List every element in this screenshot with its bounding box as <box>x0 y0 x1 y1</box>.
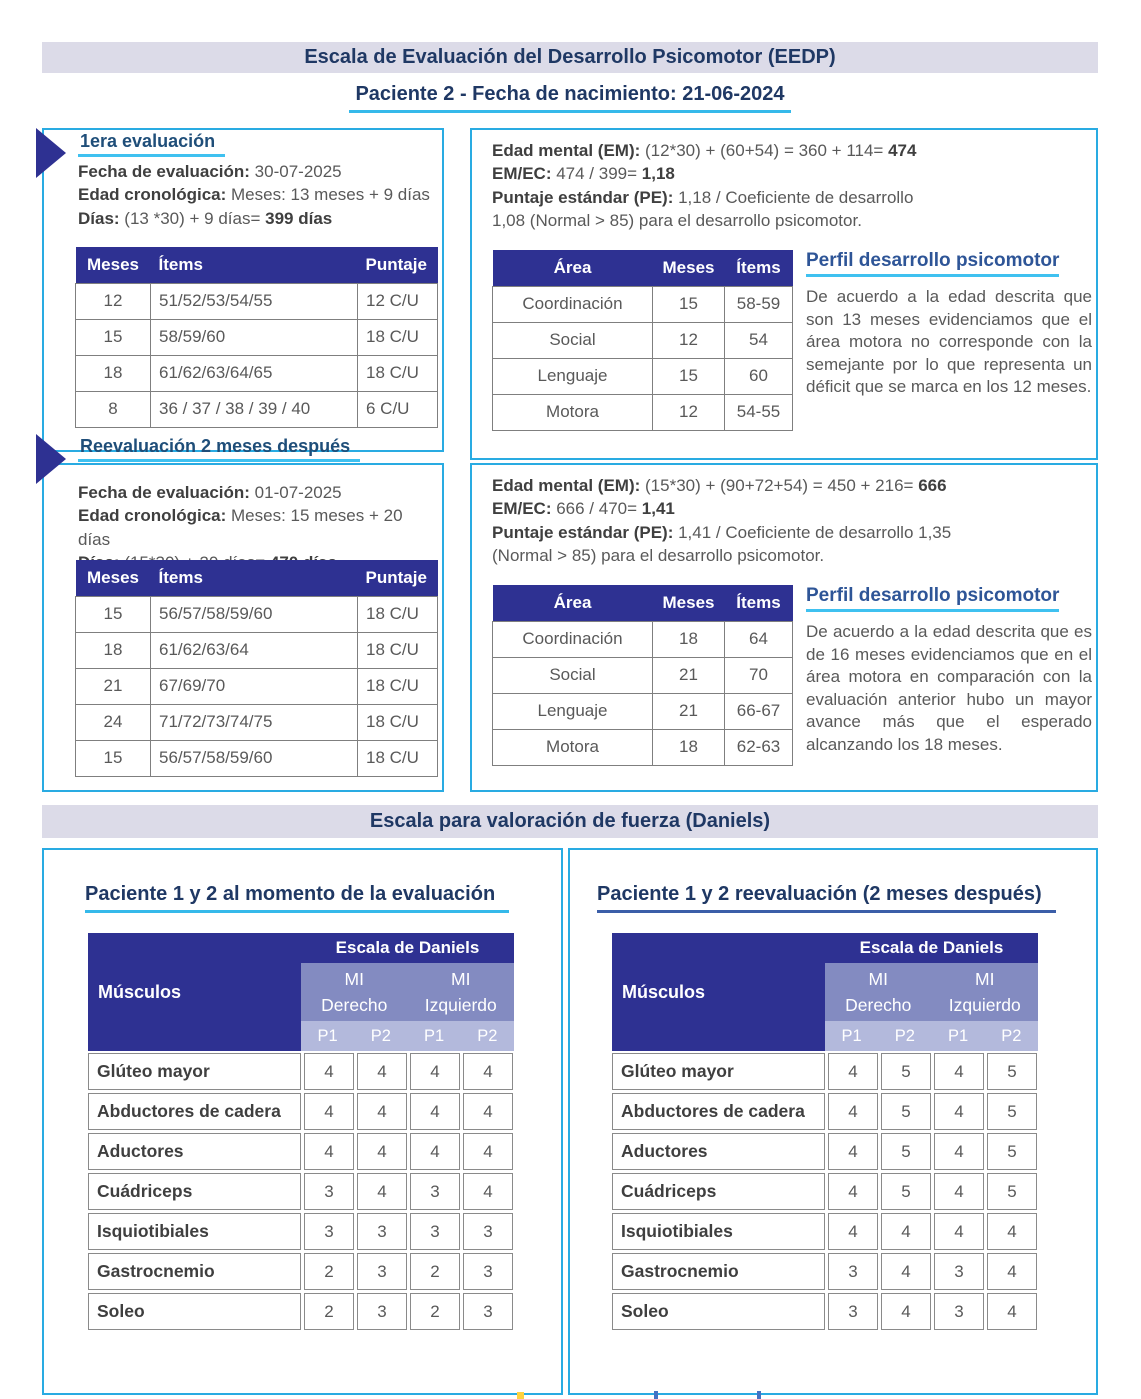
column-header: Ítems <box>725 585 793 621</box>
table-row <box>76 596 438 632</box>
score-cell: 3 <box>304 1173 354 1210</box>
dias-mid: (13 *30) + 9 días= <box>119 208 266 228</box>
emec-mid: 474 / 399= <box>551 164 642 184</box>
daniels-right-table <box>612 933 1038 1330</box>
column-header: Área <box>493 585 653 621</box>
table-row <box>76 391 438 427</box>
score-cell: 4 <box>357 1053 407 1090</box>
cropped-content-mark <box>757 1391 761 1399</box>
cell-items: 71/72/73/74/75 <box>151 704 358 740</box>
cell-area: Coordinación <box>493 286 653 322</box>
emec-line <box>492 497 1088 520</box>
eval2-items-table <box>75 560 438 777</box>
table-row <box>493 729 793 765</box>
puntaje-estandar-line2 <box>492 209 1088 232</box>
table-header-row <box>76 560 438 596</box>
p2-header: P2 <box>878 1021 931 1051</box>
score-cell: 3 <box>410 1173 460 1210</box>
cell-meses: 18 <box>653 729 725 765</box>
score-cell: 4 <box>934 1173 984 1210</box>
muscle-name: Gastrocnemio <box>612 1253 825 1290</box>
fecha-label: Fecha de evaluación: <box>78 483 250 502</box>
table-header-row <box>76 247 438 283</box>
score-cell: 4 <box>934 1213 984 1250</box>
daniels-right-heading: Paciente 1 y 2 reevaluación (2 meses después) <box>597 883 1056 913</box>
pe-line2: 1,08 (Normal > 85) para el desarrollo psicomotor. <box>492 210 862 230</box>
score-cell: 4 <box>357 1133 407 1170</box>
document-title-bar <box>42 42 1098 73</box>
table-row <box>493 358 793 394</box>
cell-area: Motora <box>493 729 653 765</box>
emec-result: 1,18 <box>641 164 675 184</box>
mi-label: MI <box>868 969 888 989</box>
cell-meses: 12 <box>76 283 151 319</box>
score-cell: 5 <box>987 1093 1037 1130</box>
cell-items: 61/62/63/64 <box>151 632 358 668</box>
cell-meses: 15 <box>76 740 151 776</box>
em-label: Edad mental (EM): <box>492 141 641 160</box>
eval2-area-table <box>492 585 793 766</box>
eval2-heading: Reevaluación 2 meses después <box>78 436 360 462</box>
score-cell: 3 <box>357 1213 407 1250</box>
cell-puntaje: 18 C/U <box>358 596 438 632</box>
mi-label: MI <box>975 969 995 989</box>
em-result: 474 <box>888 141 917 160</box>
cell-meses: 15 <box>653 286 725 322</box>
table-row <box>493 657 793 693</box>
score-cell: 3 <box>357 1293 407 1330</box>
cell-puntaje: 6 C/U <box>358 391 438 427</box>
score-cell: 4 <box>828 1133 878 1170</box>
eval1-info <box>78 160 438 230</box>
emec-label: EM/EC: <box>492 164 552 184</box>
score-cell: 3 <box>828 1293 878 1330</box>
table-row <box>76 319 438 355</box>
edad-cronologica-line <box>78 183 438 206</box>
daniels-table-body <box>612 1053 1038 1330</box>
cell-items: 54-55 <box>725 394 793 430</box>
daniels-section-title: Escala para valoración de fuerza (Daniels) <box>369 810 771 832</box>
cell-puntaje: 18 C/U <box>358 355 438 391</box>
cell-meses: 18 <box>76 632 151 668</box>
score-cell: 3 <box>463 1293 513 1330</box>
eval1-area-table <box>492 250 793 431</box>
puntaje-estandar-line <box>492 186 1088 209</box>
izquierdo-label: Izquierdo <box>948 995 1021 1015</box>
column-header: Ítems <box>151 247 358 283</box>
musculos-header: Músculos <box>88 933 301 1051</box>
score-cell: 2 <box>410 1293 460 1330</box>
table-header-row <box>493 585 793 621</box>
table-row <box>76 668 438 704</box>
fecha-value: 01-07-2025 <box>249 483 342 502</box>
score-cell: 4 <box>463 1173 513 1210</box>
score-cell: 2 <box>304 1293 354 1330</box>
cell-puntaje: 18 C/U <box>358 704 438 740</box>
score-cell: 3 <box>357 1253 407 1290</box>
cell-puntaje: 18 C/U <box>358 740 438 776</box>
cell-puntaje: 18 C/U <box>358 632 438 668</box>
muscle-name: Soleo <box>612 1293 825 1330</box>
p2-header: P2 <box>985 1021 1038 1051</box>
muscle-name: Gastrocnemio <box>88 1253 301 1290</box>
score-cell: 4 <box>881 1213 931 1250</box>
fecha-evaluacion-line <box>78 481 438 504</box>
score-cell: 2 <box>410 1253 460 1290</box>
p2-header: P2 <box>461 1021 514 1051</box>
muscle-name: Aductores <box>88 1133 301 1170</box>
em-mid: (15*30) + (90+72+54) = 450 + 216= <box>640 476 919 495</box>
cell-area: Coordinación <box>493 621 653 657</box>
mi-derecho-header <box>825 963 932 1021</box>
score-cell: 4 <box>828 1173 878 1210</box>
emec-mid: 666 / 470= <box>551 499 642 519</box>
column-header: Meses <box>76 560 151 596</box>
patient-subtitle-row <box>42 83 1098 113</box>
cell-items: 56/57/58/59/60 <box>151 596 358 632</box>
em-label: Edad mental (EM): <box>492 476 641 495</box>
score-cell: 5 <box>881 1133 931 1170</box>
score-cell: 3 <box>304 1213 354 1250</box>
score-cell: 3 <box>934 1253 984 1290</box>
cell-meses: 15 <box>76 596 151 632</box>
section-arrow-icon <box>36 434 66 484</box>
cropped-content-mark <box>654 1391 658 1399</box>
table-row <box>493 322 793 358</box>
musculos-header: Músculos <box>612 933 825 1051</box>
perfil-text: De acuerdo a la edad descrita que es de 16 meses evidenciamos que en el área motora en comparación con la evaluación anterior hubo un mayor avance más que el esperado alcanzando los 18 meses. <box>806 622 1092 754</box>
dias-total: 399 días <box>265 208 333 228</box>
cell-meses: 21 <box>653 693 725 729</box>
cell-meses: 8 <box>76 391 151 427</box>
score-cell: 4 <box>410 1053 460 1090</box>
cell-meses: 15 <box>653 358 725 394</box>
cell-meses: 24 <box>76 704 151 740</box>
edad-cronologica-line <box>78 504 438 551</box>
score-cell: 3 <box>934 1293 984 1330</box>
perfil-heading: Perfil desarrollo psicomotor <box>806 585 1059 612</box>
derecho-label: Derecho <box>845 995 912 1015</box>
cell-items: 56/57/58/59/60 <box>151 740 358 776</box>
muscle-name: Abductores de cadera <box>88 1093 301 1130</box>
cropped-content-mark <box>517 1392 524 1399</box>
cell-area: Lenguaje <box>493 358 653 394</box>
score-cell: 4 <box>987 1293 1037 1330</box>
dias-line <box>78 207 438 230</box>
pe-line1: 1,18 / Coeficiente de desarrollo <box>673 187 914 207</box>
score-cell: 3 <box>463 1253 513 1290</box>
eval2-perfil <box>806 585 1092 756</box>
cell-meses: 18 <box>653 621 725 657</box>
score-cell: 5 <box>987 1133 1037 1170</box>
score-cell: 2 <box>304 1253 354 1290</box>
mi-izquierdo-header <box>408 963 515 1021</box>
column-header: Meses <box>653 585 725 621</box>
cell-puntaje: 12 C/U <box>358 283 438 319</box>
cell-items: 58-59 <box>725 286 793 322</box>
cell-meses: 18 <box>76 355 151 391</box>
score-cell: 4 <box>881 1293 931 1330</box>
cell-puntaje: 18 C/U <box>358 668 438 704</box>
cell-items: 36 / 37 / 38 / 39 / 40 <box>151 391 358 427</box>
column-header: Área <box>493 250 653 286</box>
daniels-table-header <box>88 933 514 1051</box>
column-header: Puntaje <box>358 560 438 596</box>
table-row <box>493 394 793 430</box>
score-cell: 4 <box>828 1053 878 1090</box>
score-cell: 4 <box>987 1213 1037 1250</box>
edad-label: Edad cronológica: <box>78 506 227 526</box>
p1-header: P1 <box>932 1021 985 1051</box>
emec-result: 1,41 <box>641 499 675 519</box>
edad-label: Edad cronológica: <box>78 185 227 205</box>
score-cell: 4 <box>934 1133 984 1170</box>
muscle-name: Isquiotibiales <box>612 1213 825 1250</box>
score-cell: 4 <box>828 1093 878 1130</box>
cell-area: Motora <box>493 394 653 430</box>
p1-header: P1 <box>825 1021 878 1051</box>
p1-header: P1 <box>408 1021 461 1051</box>
edad-mental-line <box>492 474 1088 497</box>
score-cell: 5 <box>881 1173 931 1210</box>
table-row <box>76 740 438 776</box>
score-cell: 4 <box>357 1093 407 1130</box>
score-cell: 4 <box>357 1173 407 1210</box>
cell-area: Lenguaje <box>493 693 653 729</box>
muscle-name: Cuádriceps <box>612 1173 825 1210</box>
pe-line1: 1,41 / Coeficiente de desarrollo 1,35 <box>673 522 952 542</box>
daniels-section-bar <box>42 805 1098 838</box>
em-mid: (12*30) + (60+54) = 360 + 114= <box>640 141 889 160</box>
muscle-name: Cuádriceps <box>88 1173 301 1210</box>
perfil-text: De acuerdo a la edad descrita que son 13 meses evidenciamos que el área motora no corresponde con la semejante por lo que representa un déficit que se marca en los 12 meses. <box>806 287 1092 396</box>
cell-items: 51/52/53/54/55 <box>151 283 358 319</box>
section-arrow-icon <box>36 128 66 178</box>
dias-label: Días: <box>78 208 120 228</box>
score-cell: 4 <box>410 1093 460 1130</box>
table-header-row <box>493 250 793 286</box>
column-header: Meses <box>653 250 725 286</box>
column-header: Ítems <box>151 560 358 596</box>
cell-items: 60 <box>725 358 793 394</box>
cell-items: 62-63 <box>725 729 793 765</box>
score-cell: 3 <box>410 1213 460 1250</box>
mi-derecho-header <box>301 963 408 1021</box>
mi-label: MI <box>451 969 471 989</box>
emec-label: EM/EC: <box>492 499 552 519</box>
fecha-evaluacion-line <box>78 160 438 183</box>
edad-mental-line <box>492 139 1088 162</box>
muscle-name: Abductores de cadera <box>612 1093 825 1130</box>
edad-value: Meses: 13 meses + 9 días <box>226 185 430 205</box>
pe-label: Puntaje estándar (PE): <box>492 187 674 207</box>
muscle-name: Aductores <box>612 1133 825 1170</box>
mi-izquierdo-header <box>932 963 1039 1021</box>
puntaje-estandar-line <box>492 521 1088 544</box>
score-cell: 4 <box>828 1213 878 1250</box>
table-row <box>76 632 438 668</box>
pe-line2: (Normal > 85) para el desarrollo psicomotor. <box>492 545 825 565</box>
score-cell: 4 <box>410 1133 460 1170</box>
score-cell: 5 <box>987 1053 1037 1090</box>
cell-meses: 12 <box>653 322 725 358</box>
izquierdo-label: Izquierdo <box>424 995 497 1015</box>
table-row <box>493 621 793 657</box>
cell-items: 64 <box>725 621 793 657</box>
table-row <box>493 286 793 322</box>
score-cell: 4 <box>304 1133 354 1170</box>
eval1-perfil <box>806 250 1092 399</box>
cell-items: 70 <box>725 657 793 693</box>
eval2-edad-mental <box>492 474 1088 567</box>
table-row <box>76 355 438 391</box>
score-cell: 5 <box>881 1093 931 1130</box>
fecha-label: Fecha de evaluación: <box>78 162 250 181</box>
daniels-left-heading: Paciente 1 y 2 al momento de la evaluación <box>85 883 509 913</box>
score-cell: 5 <box>881 1053 931 1090</box>
cell-items: 66-67 <box>725 693 793 729</box>
escala-header: Escala de Daniels <box>301 933 514 963</box>
cell-items: 67/69/70 <box>151 668 358 704</box>
score-cell: 4 <box>463 1053 513 1090</box>
derecho-label: Derecho <box>321 995 388 1015</box>
score-cell: 4 <box>881 1253 931 1290</box>
score-cell: 3 <box>828 1253 878 1290</box>
cell-puntaje: 18 C/U <box>358 319 438 355</box>
muscle-name: Isquiotibiales <box>88 1213 301 1250</box>
cell-meses: 21 <box>76 668 151 704</box>
cell-area: Social <box>493 322 653 358</box>
score-cell: 3 <box>463 1213 513 1250</box>
mi-label: MI <box>344 969 364 989</box>
score-cell: 5 <box>987 1173 1037 1210</box>
score-cell: 4 <box>463 1133 513 1170</box>
score-cell: 4 <box>934 1093 984 1130</box>
escala-header: Escala de Daniels <box>825 933 1038 963</box>
em-result: 666 <box>918 476 947 495</box>
daniels-left-table <box>88 933 514 1330</box>
table-row <box>76 283 438 319</box>
patient-subtitle: Paciente 2 - Fecha de nacimiento: 21-06-2024 <box>349 83 790 113</box>
cell-meses: 21 <box>653 657 725 693</box>
score-cell: 4 <box>304 1053 354 1090</box>
pe-label: Puntaje estándar (PE): <box>492 522 674 542</box>
fecha-value: 30-07-2025 <box>249 162 342 181</box>
perfil-heading: Perfil desarrollo psicomotor <box>806 250 1059 277</box>
score-cell: 4 <box>463 1093 513 1130</box>
p1-header: P1 <box>301 1021 354 1051</box>
p2-header: P2 <box>354 1021 407 1051</box>
muscle-name: Glúteo mayor <box>612 1053 825 1090</box>
column-header: Puntaje <box>358 247 438 283</box>
table-row <box>493 693 793 729</box>
eval1-items-table <box>75 247 438 428</box>
cell-area: Social <box>493 657 653 693</box>
emec-line <box>492 162 1088 185</box>
eval1-heading: 1era evaluación <box>78 131 225 157</box>
score-cell: 4 <box>934 1053 984 1090</box>
muscle-name: Glúteo mayor <box>88 1053 301 1090</box>
muscle-name: Soleo <box>88 1293 301 1330</box>
cell-items: 61/62/63/64/65 <box>151 355 358 391</box>
daniels-table-header <box>612 933 1038 1051</box>
cell-meses: 12 <box>653 394 725 430</box>
score-cell: 4 <box>304 1093 354 1130</box>
eval1-edad-mental <box>492 139 1088 232</box>
cell-meses: 15 <box>76 319 151 355</box>
column-header: Ítems <box>725 250 793 286</box>
table-row <box>76 704 438 740</box>
column-header: Meses <box>76 247 151 283</box>
daniels-table-body <box>88 1053 514 1330</box>
score-cell: 4 <box>987 1253 1037 1290</box>
edad-value: Meses: 15 meses + 20 días <box>78 506 408 549</box>
document-title: Escala de Evaluación del Desarrollo Psicomotor (EEDP) <box>304 46 836 68</box>
cell-items: 58/59/60 <box>151 319 358 355</box>
cell-items: 54 <box>725 322 793 358</box>
puntaje-estandar-line2 <box>492 544 1088 567</box>
